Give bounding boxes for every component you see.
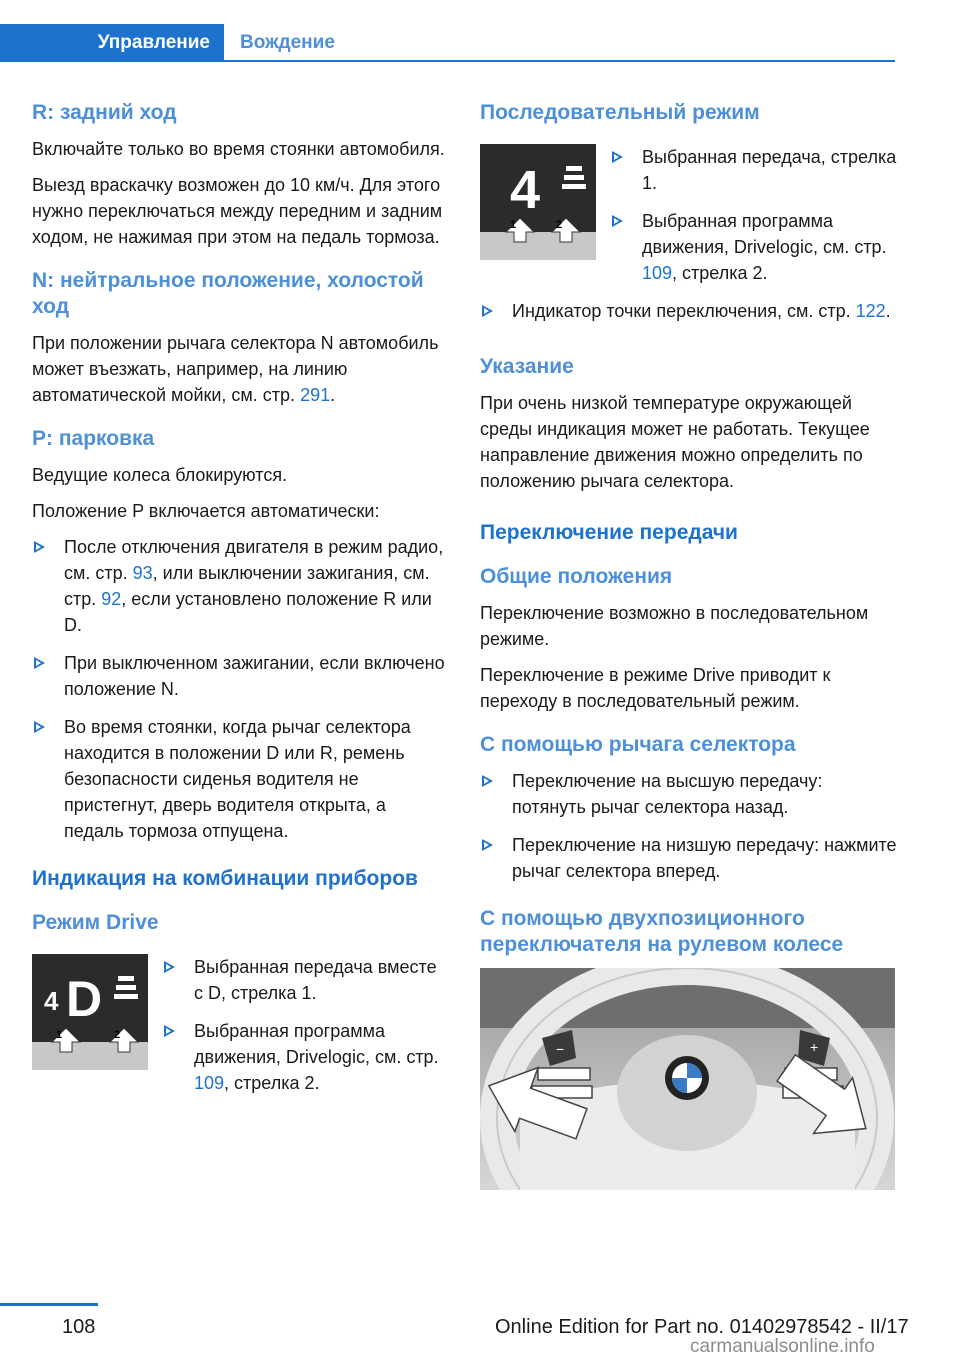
sequential-list xyxy=(610,144,898,298)
sequential-mode-display-image xyxy=(480,144,596,260)
plus-paddle-label: + xyxy=(810,1039,819,1055)
triangle-bullet-icon xyxy=(482,839,493,851)
selector-lever-heading: С помощью рычага селектора xyxy=(480,733,796,756)
svg-text:2: 2 xyxy=(114,1029,121,1041)
general-text-1: Переключение возможно в последовательном режиме. xyxy=(480,603,869,649)
svg-text:2: 2 xyxy=(556,219,563,231)
left-column xyxy=(32,100,450,1108)
watermark: carmanualsonline.info xyxy=(690,1336,875,1357)
list-item: Выбранная программа движения, Drivelogic, см. стр. 109, стрелка 2. xyxy=(162,1018,450,1096)
minus-paddle-label: − xyxy=(556,1041,565,1057)
drive-letter-label: D xyxy=(66,971,103,1027)
svg-text:1: 1 xyxy=(510,219,517,231)
triangle-bullet-icon xyxy=(164,961,175,973)
list-item: Выбранная программа движения, Drivelogic, см. стр. 109, стрелка 2. xyxy=(610,208,898,286)
reverse-heading: R: задний ход xyxy=(32,101,177,124)
triangle-bullet-icon xyxy=(164,1025,175,1037)
shift-indicator-list xyxy=(480,298,898,324)
drive-list xyxy=(162,954,450,1108)
triangle-bullet-icon xyxy=(482,305,493,317)
neutral-heading: N: нейтральное положение, холостой ход xyxy=(32,269,424,318)
right-column xyxy=(480,100,898,1190)
sequential-heading: Последовательный режим xyxy=(480,101,760,124)
triangle-bullet-icon xyxy=(34,721,45,733)
drive-mode-heading: Режим Drive xyxy=(32,911,159,934)
edition-label: Online Edition for Part no. 01402978542 - II/17 xyxy=(495,1316,909,1338)
list-item: Переключение на высшую передачу: потянуть рычаг селектора назад. xyxy=(480,768,898,820)
selector-lever-list xyxy=(480,768,898,884)
list-item: После отключения двигателя в режим радио, см. стр. 93, или выключении зажигания, см. стр. 92, если установлено положение R или D. xyxy=(32,534,450,638)
list-item: Выбранная передача, стрелка 1. xyxy=(610,144,898,196)
drive-figure-row xyxy=(32,954,450,1108)
triangle-bullet-icon xyxy=(612,215,623,227)
reverse-text-1: Включайте только во время стоянки автомобиля. xyxy=(32,139,445,159)
tab-divider xyxy=(0,60,895,62)
triangle-bullet-icon xyxy=(482,775,493,787)
park-list xyxy=(32,534,450,844)
tab-driving[interactable]: Вождение xyxy=(240,32,335,53)
page-link[interactable]: 109 xyxy=(194,1073,225,1093)
steering-wheel-paddles-image xyxy=(480,968,895,1190)
footer-divider xyxy=(0,1303,98,1306)
reverse-text-2: Выезд враскачку возможен до 10 км/ч. Для этого нужно переключаться между передним и задним ходом, не нажимая при этом на педаль тормоза. xyxy=(32,175,443,247)
park-text-2: Положение P включается автоматически: xyxy=(32,501,380,521)
list-item: Выбранная передача вместе с D, стрелка 1. xyxy=(162,954,450,1006)
list-item: При выключенном зажигании, если включено положение N. xyxy=(32,650,450,702)
page-link[interactable]: 93 xyxy=(132,563,153,583)
gear-number-label: 4 xyxy=(44,986,59,1016)
chapter-tabs xyxy=(0,24,895,62)
page-link[interactable]: 122 xyxy=(855,301,886,321)
park-text-1: Ведущие колеса блокируются. xyxy=(32,465,288,485)
neutral-text: При положении рычага селектора N автомобиль может въезжать, например, на линию автоматической мойки, см. стр. 291. xyxy=(32,333,439,405)
paddle-shifter-heading: С помощью двухпозиционного переключателя на рулевом колесе xyxy=(480,907,844,956)
triangle-bullet-icon xyxy=(34,541,45,553)
page-link[interactable]: 109 xyxy=(642,263,673,283)
gear-shift-heading: Переключение передачи xyxy=(480,521,738,544)
triangle-bullet-icon xyxy=(34,657,45,669)
list-item: Индикатор точки переключения, см. стр. 122. xyxy=(480,298,898,324)
general-text-2: Переключение в режиме Drive приводит к переходу в последовательный режим. xyxy=(480,665,831,711)
triangle-bullet-icon xyxy=(612,151,623,163)
display-heading: Индикация на комбинации приборов xyxy=(32,867,418,890)
page-link[interactable]: 92 xyxy=(101,589,122,609)
drive-mode-display-image xyxy=(32,954,148,1070)
tab-controls[interactable]: Управление xyxy=(0,24,224,62)
note-heading: Указание xyxy=(480,355,574,378)
gear-number-label: 4 xyxy=(510,160,541,220)
list-item: Во время стоянки, когда рычаг селектора находится в положении D или R, ремень безопасности сиденья водителя не пристегнут, дверь водителя открыта, а педаль тормоза отпущена. xyxy=(32,714,450,844)
list-item: Переключение на низшую передачу: нажмите рычаг селектора вперед. xyxy=(480,832,898,884)
sequential-figure-row xyxy=(480,144,898,298)
note-text: При очень низкой температуре окружающей среды индикация может не работать. Текущее направление движения можно определить по положению рычага селектора. xyxy=(480,393,870,491)
svg-text:1: 1 xyxy=(56,1029,63,1041)
page-link[interactable]: 291 xyxy=(300,385,331,405)
page-number: 108 xyxy=(62,1316,96,1338)
park-heading: P: парковка xyxy=(32,427,155,450)
general-heading: Общие положения xyxy=(480,565,673,588)
